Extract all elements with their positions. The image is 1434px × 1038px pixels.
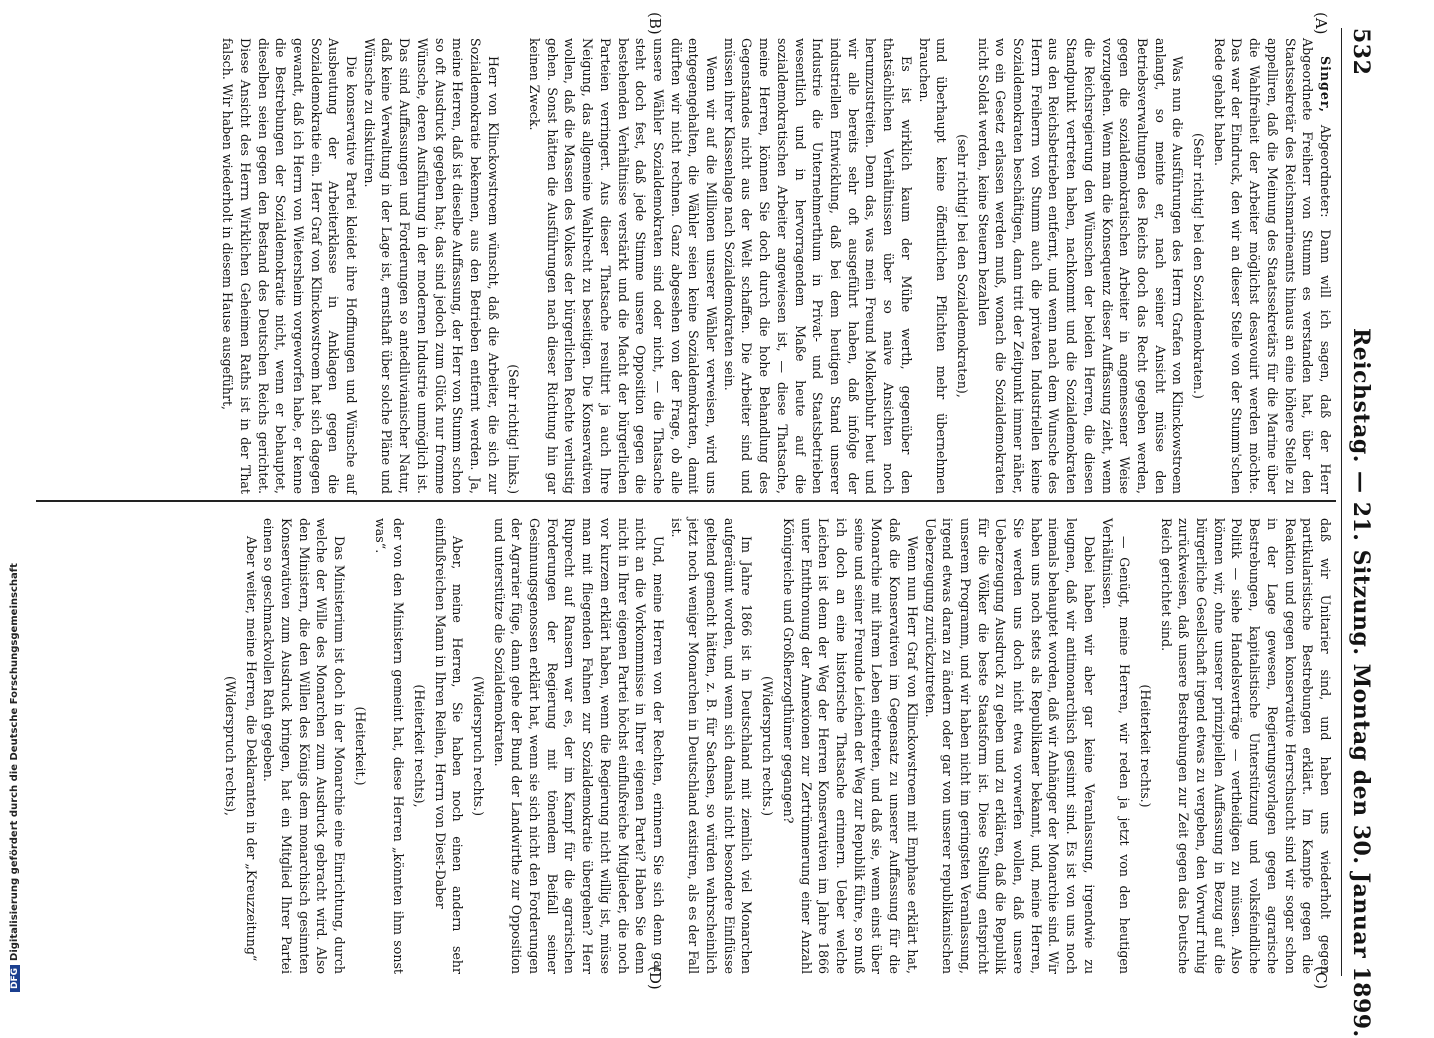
credit-text: Digitalisierung gefördert durch die Deutsche Forschungsgemeinschaft (9, 563, 20, 961)
paragraph: Wenn nun Herr Graf von Klinckowstroem mit Emphase erklärt hat, daß die Konservativen im Gegensatz zu unserer Auffassung für die Monarchie mit ihrem Leben eintreten, und daß sie, wenn einst über seine und seiner Freunde Leichen der Weg zur Republik führe, so muß ich doch an eine historische Thatsache erinnern. Ueber welche Leichen ist denn der Weg der Herren Konservativen im Jahre 1866 unter Entthronung der Annexionen zur Zertrümmerung einer Anzahl Königreiche und Großherzogthümer gegangen? (780, 518, 920, 974)
paragraph: Es ist wirklich kaum der Mühe werth, gegenüber den thatsächlichen Verhältnissen über so naive Ansichten noch herumzustreiten. Denn das, was mein Freund Molkenbuhr heut und wir alle bereits sehr oft ausgeführt haben, daß infolge der industriellen Entwicklung, daß bei dem heutigen Stand unserer Industrie die Unternehmerthum in Privat- und Staatsbetrieben wesentlich und in hervorragendem Maße heute auf die sozialdemokratischen Arbeiter angewiesen ist, — diese Thatsache, meine Herren, können Sie doch durch die hohe Behandlung des Gegenstandes nicht aus der Welt schaffen. Die Arbeiter sind und müssen ihrer Klassenlage nach Sozialdemokraten sein. (721, 38, 914, 494)
margin-marker-c: (C) (1312, 966, 1330, 990)
paragraph (1210, 38, 1334, 494)
page-header (1341, 28, 1376, 1038)
paragraph: Herr von Klinckowstroem wünscht, daß die Arbeiter, die sich zur Sozialdemokratie bekennen, aus den Betrieben entfernt werden. Ja, meine Herren, daß ist dieselbe Auffassung, der Herr von Stumm schon so oft Ausdruck gegeben hat; das sind jedoch zum Glück nur fromme Wünsche, deren Ausführung in der modernen Industrie unmöglich ist. Das sind Auffassungen und Forderungen so antediluvianischer Natur, daß keine Verwaltung in der Lage ist, ernsthaft über solche Pläne und Wünsche zu diskutiren. (361, 38, 501, 494)
paragraph: Was nun die Ausführungen des Herrn Grafen von Klinckowstroem anlangt, so meinte er, nach seiner Ansicht müsse den Betriebsverwaltungen des Reichs doch das Recht gegeben werden, gegen die sozialdemokratischen Arbeiter in angemessener Weise vorzugehen. Wenn man die Konsequenz dieser Auffassung zieht, wenn die Reichsregierung den Wünschen der beiden Herren, die diesen Standpunkt vertreten haben, nachkommt und die Sozialdemokraten aus den Reichsbetrieben entfernt, und wenn nach dem Wunsche des Herrn Freiherrn von Stumm auch die privaten Industriellen keine Sozialdemokraten beschäftigen, dann tritt der Zeitpunkt immer näher, wo ein Gesetz erlassen werden muß, wonach die Sozialdemokraten nicht Soldat werden, keine Steuern bezahlen (975, 38, 1186, 494)
interjection: (sehr richtig! bei den Sozialdemokraten), (954, 134, 970, 398)
left-column (218, 38, 1334, 494)
interjection: (Sehr richtig! bei den Sozialdemokraten.) (1191, 133, 1207, 399)
column-divider (36, 500, 1336, 502)
interjection: (Heiterkeit rechts), (411, 684, 427, 808)
paragraph: Dabei haben wir aber gar keine Veranlassung, irgendwie zu leugnen, daß wir antimonarchisch gesinnt sind. Es ist von uns noch niemals behauptet worden, daß wir Anhänger der Monarchie sind. Wir haben uns noch stets als Republikaner bekannt, und, meine Herren, Sie werden uns doch nicht etwa vorwerfen wollen, daß unsere Ueberzeugung Ausdruck zu geben und zu erklären, daß die Republik für die Völker die beste Staatsform ist. Diese Stellung entspricht unserem Programm, und wir haben nicht im geringsten Veranlassung, irgend etwas daran zu ändern oder gar von unserer republikanischen Ueberzeugung zurückzutreten. (922, 518, 1097, 974)
interjection: (Widerspruch rechts), (222, 675, 238, 817)
paragraph: — Genügt, meine Herren, wir reden ja jetzt von den heutigen Verhältnissen. (1099, 518, 1133, 974)
paragraph: Im Jahre 1866 ist in Deutschland mit ziemlich viel Monarchen aufgeräumt worden, und wenn sich damals nicht besondere Einflüsse geltend gemacht hätten, z. B. für Sachsen, so würden wahrscheinlich jetzt noch weniger Monarchen in Deutschland existiren, als es der Fall ist. (668, 518, 755, 974)
paragraph: Aber, meine Herren, Sie haben noch einen andern sehr einflußreichen Mann in Ihren Reihen, Herrn von Diest-Daber (432, 518, 466, 974)
digitization-credit (9, 563, 23, 992)
margin-marker-d: (D) (646, 966, 664, 990)
interjection: (Heiterkeit.) (352, 706, 368, 786)
dfg-logo: DFG (10, 965, 20, 992)
paragraph-text: Abgeordneter: Dann will ich sagen, daß der Herr Abgeordnete Freiherr von Stumm es verstanden hat, über den Staatssekretär des Reichsmarineamts hinaus an eine höhere Stelle zu appelliren, daß die Meinung des Staatssekretärs für die Marine über die Wahlfreiheit der Arbeiter möglichst desavouirt werden möchte. Das war der Eindruck, den wir an dieser Stelle von der Stumm'schen Rede gehabt haben. (1211, 38, 1333, 494)
paragraph: Die konservative Partei kleidet ihre Hoffnungen und Wünsche auf Ausbeutung der Arbeiterklasse in Anklagen gegen die Sozialdemokratie ein. Herr Graf von Klinckowstroem hat sich dagegen gewandt, daß ich Herrn von Wietersheim vorgeworfen habe, er kenne die Bestrebungen der Sozialdemokratie nicht, wenn er behauptet, dieselben seien gegen den Bestand des Deutschen Reichs gerichtet. Diese Ansicht des Herrn Wirklichen Geheimen Raths ist in der That falsch. Wir haben wiederholt in diesem Hause ausgeführt, (220, 38, 360, 494)
paragraph: Wenn wir auf die Millionen unserer Wähler verweisen, wird uns entgegengehalten, die Wähler seien keine Sozialdemokraten, damit dürften wir nicht rechnen. Ganz abgesehen von der Frage, ob alle unsere Wähler Sozialdemokraten sind oder nicht, — die Thatsache steht doch fest, daß jede Stimme unsere Opposition gegen die bestehenden Verhältnisse verstärkt und die Macht der bürgerlichen Parteien verringert. Aus dieser Thatsache resultirt ja auch Ihre Neigung, das allgemeine Wahlrecht zu beseitigen. Die Konservativen wollen, daß die Massen des Volkes der bürgerlichen Rechte verlustig gehen. Sonst hätten die Ausführungen nach dieser Richtung hin gar keinen Zweck. (527, 38, 720, 494)
margin-marker-b: (B) (646, 12, 664, 35)
paragraph: Und, meine Herren von der Rechten, erinnern Sie sich denn gar nicht an die Vorkommnisse in Ihrer eigenen Partei? Haben Sie denn nicht in Ihrer eigenen Partei höchst einflußreiche Mitglieder, die noch vor kurzem erklärt haben, wenn die Regierung nicht willig ist, müsse man mit fliegenden Fahnen zur Sozialdemokratie übergehen? Herr Ruprecht auf Ransern war es, der im Kampf für die agrarischen Forderungen der Regierung mit tönendem Beifall seiner Gesinnungsgenossen erklärt hat, wenn sie sich nicht den Forderungen der Agrarier füge, dann gehe der Bund der Landwirthe zur Opposition und unterstütze die Sozialdemokraten. (491, 518, 666, 974)
page-title: Reichstag. — 21. Sitzung. Montag den 30. Januar 1899. (1348, 328, 1374, 1038)
paragraph: und überhaupt keine öffentlichen Pflichten mehr übernehmen brauchen. (916, 38, 950, 494)
paragraph: der von den Ministern gemeint hat, diese Herren „könnten ihm sonst was“. (373, 518, 407, 974)
paragraph: daß wir Unitarier sind, und haben uns wiederholt gegen partikularistische Bestrebungen erklärt. Im Kampfe gegen die Reaktion und gegen konservative Herrschsucht sind wir sogar schon in der Lage gewesen, Regierungsvorlagen gegen agrarische Bestrebungen, kapitalistische Unterstützung und volksfeindliche Politik — siehe Handelsverträge — vertheidigen zu müssen. Also können wir, ohne unserer prinzipiellen Auffassung in Bezug auf die bürgerliche Gesellschaft irgend etwas zu vergeben, den Vorwurf ruhig zurückweisen, daß unsere Bestrebungen zur Zeit gegen das Deutsche Reich gerichtet sind. (1158, 518, 1333, 974)
interjection: (Heiterkeit rechts.) (1137, 684, 1153, 808)
right-column (218, 518, 1334, 974)
interjection: (Sehr richtig! links.) (506, 364, 522, 494)
margin-marker-a: (A) (1312, 12, 1330, 35)
paragraph: Das Ministerium ist doch in der Monarchie eine Einrichtung, durch welche der Wille des Monarchen zum Ausdruck gebracht wird. Also den Ministern, die den Willen des Königs dem monarchisch gesinnten Konservativen zum Ausdruck bringen, hat ein Mitglied Ihrer Partei einen so geschmackvollen Rath gegeben. (261, 518, 348, 974)
speaker-name: Singer, (1318, 56, 1333, 113)
page-number: 532 (1348, 28, 1374, 76)
paragraph: Aber weiter, meine Herren, die Deklaranten in der „Kreuzzeitung“ (243, 536, 259, 962)
interjection: (Widerspruch rechts.) (760, 675, 776, 817)
interjection: (Widerspruch rechts.) (470, 675, 486, 817)
